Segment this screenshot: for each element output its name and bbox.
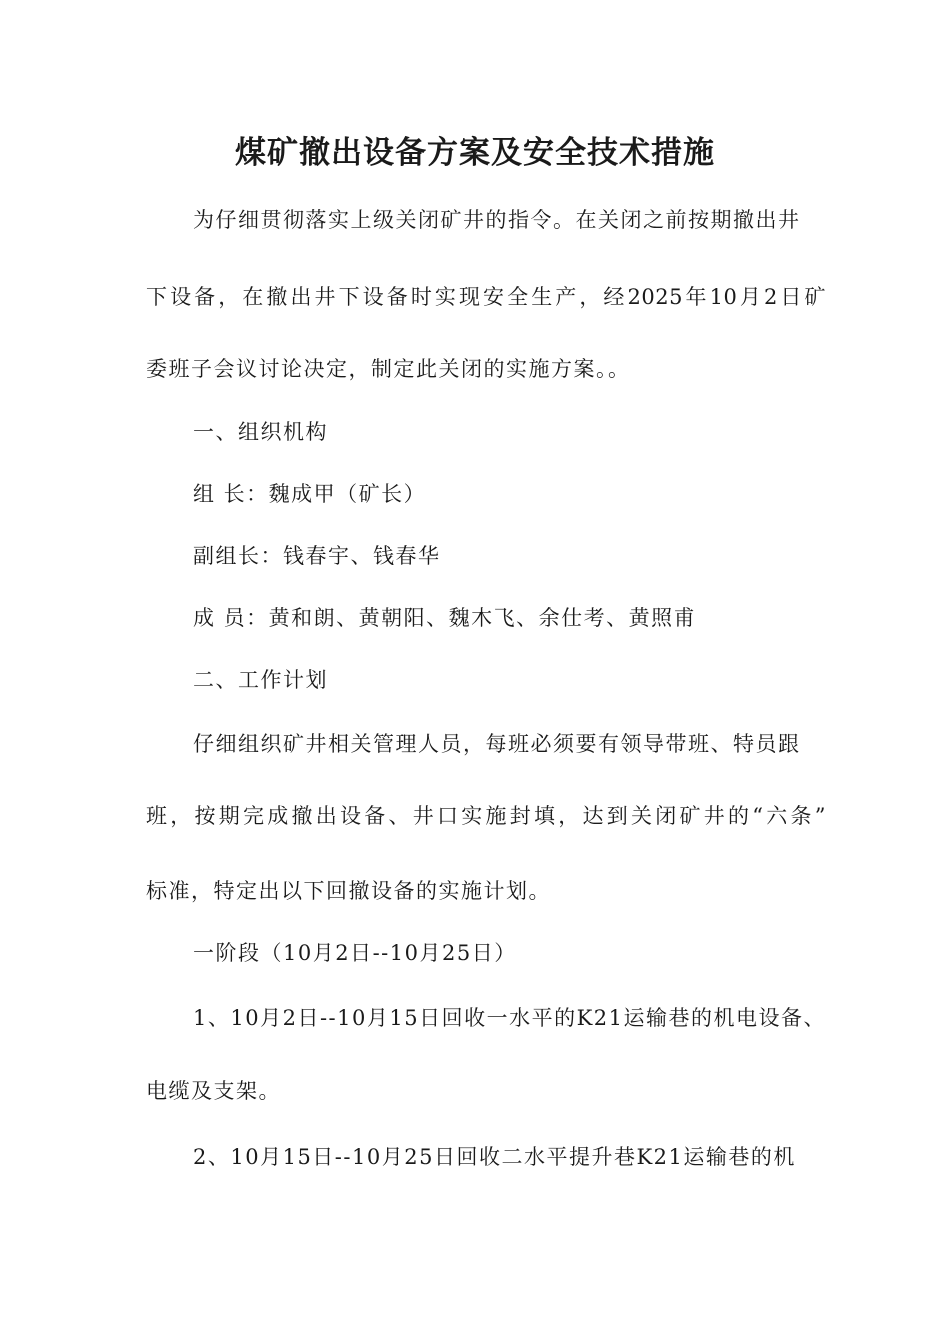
paragraph-line: 副组长：钱春宇、钱春华 xyxy=(193,544,441,568)
paragraph-line: 一阶段（10月2日--10月25日） xyxy=(193,941,517,965)
paragraph-line: 下设备，在撤出井下设备时实现安全生产，经2025年10月2日矿 xyxy=(146,285,826,309)
paragraph-line: 委班子会议讨论决定，制定此关闭的实施方案。。 xyxy=(146,357,631,381)
paragraph-line: 1、10月2日--10月15日回收一水平的K21运输巷的机电设备、 xyxy=(193,1006,826,1030)
section-heading: 一、组织机构 xyxy=(193,420,328,444)
paragraph-line: 组 长：魏成甲（矿长） xyxy=(193,482,427,506)
paragraph-line: 班，按期完成撤出设备、井口实施封填，达到关闭矿井的“六条” xyxy=(146,804,826,828)
document-title: 煤矿撤出设备方案及安全技术措施 xyxy=(235,135,715,171)
paragraph-line: 为仔细贯彻落实上级关闭矿井的指令。在关闭之前按期撤出井 xyxy=(193,208,801,232)
section-heading: 二、工作计划 xyxy=(193,668,328,692)
paragraph-line: 仔细组织矿井相关管理人员，每班必须要有领导带班、特员跟 xyxy=(193,732,801,756)
paragraph-line: 成 员：黄和朗、黄朝阳、魏木飞、余仕考、黄照甫 xyxy=(193,606,697,630)
paragraph-line: 电缆及支架。 xyxy=(146,1079,281,1103)
paragraph-line: 标准，特定出以下回撤设备的实施计划。 xyxy=(146,879,551,903)
paragraph-line: 2、10月15日--10月25日回收二水平提升巷K21运输巷的机 xyxy=(193,1145,796,1169)
